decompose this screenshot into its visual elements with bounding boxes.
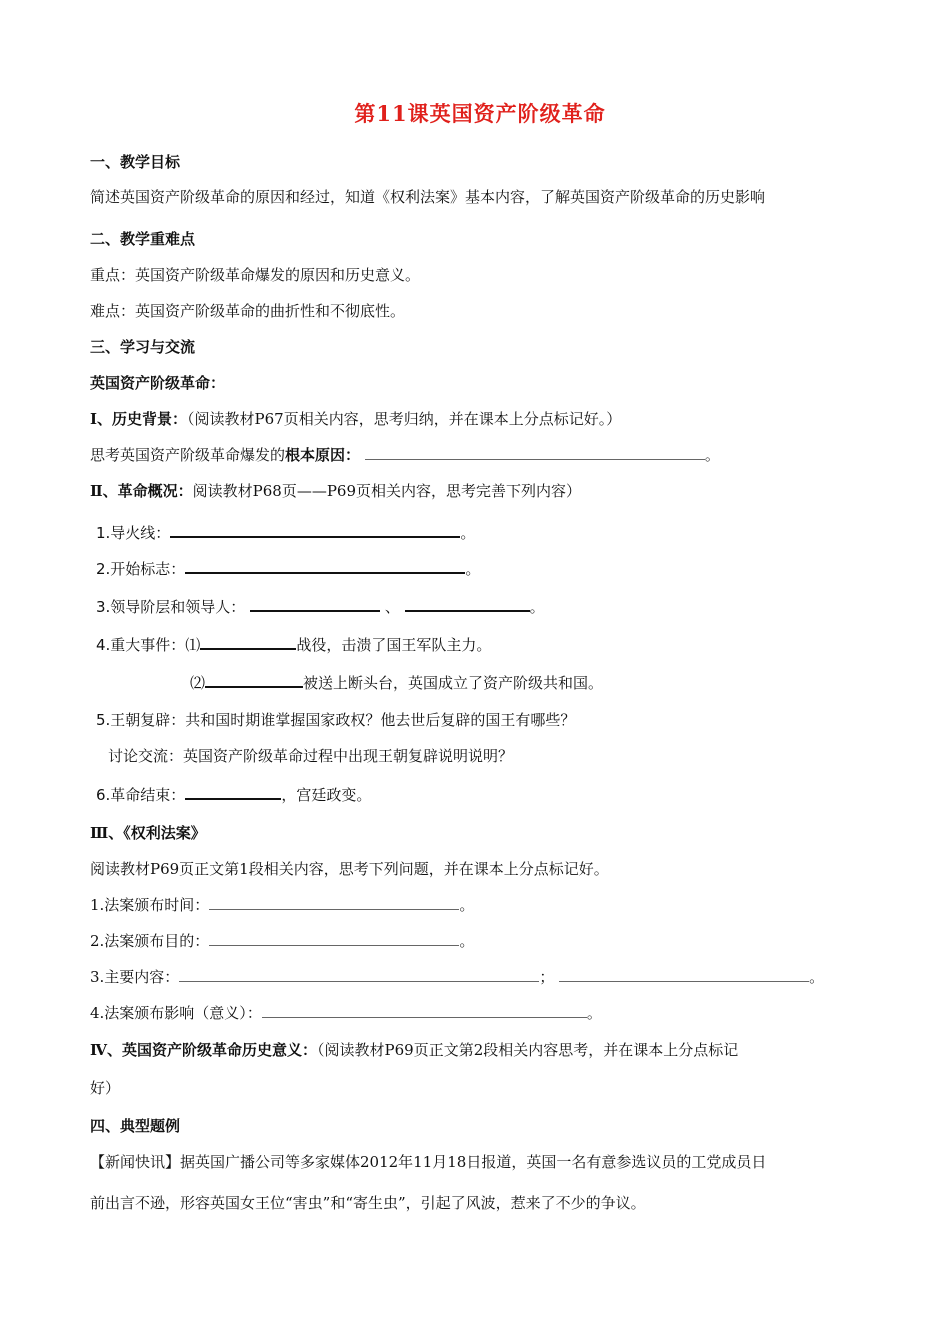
bill-impact-label: 4.法案颁布影响（意义）： (90, 1004, 262, 1022)
news-text-line-1: 【新闻快讯】据英国广播公司等多家媒体2012年11月18日报道，英国一名有意参选议员的工党成员日 (90, 1153, 767, 1171)
item-end-row (96, 784, 371, 805)
overview-instruction: 阅读教材P68页——P69页相关内容，思考完善下列内容） (192, 482, 582, 500)
item-end-label: 6.革命结束： (96, 786, 186, 804)
bill-of-rights-heading: Ⅲ、《权利法案》 (90, 824, 206, 842)
item-start-label: 2.开始标志： (96, 560, 186, 578)
item-events-blank-2[interactable] (205, 672, 303, 688)
overview-heading: Ⅱ、革命概况： (90, 482, 193, 500)
item-leaders-blank-1[interactable] (250, 596, 380, 612)
section-teaching-goals-heading: 一、教学目标 (90, 153, 181, 171)
item-restoration: 5.王朝复辟：共和国时期谁掌握国家政权？他去世后复辟的国王有哪些？ (96, 711, 576, 729)
background-instruction: （阅读教材P67页相关内容，思考归纳，并在课本上分点标记好。） (187, 410, 622, 428)
section-key-points-heading: 二、教学重难点 (90, 230, 196, 248)
bill-content-row (90, 967, 824, 987)
bill-time-label: 1.法案颁布时间： (90, 896, 210, 914)
item-fuse-row (96, 522, 475, 543)
item-end-text: ，宫廷政变。 (281, 786, 372, 804)
item-start-end: 。 (465, 560, 481, 578)
overview-row (90, 481, 581, 501)
item-events-label-2: ⑵ (190, 674, 206, 692)
significance-heading: Ⅳ、英国资产阶级革命历史意义： (90, 1041, 318, 1059)
item-events-text-1: 战役，击溃了国王军队主力。 (296, 636, 492, 654)
item-leaders-row (96, 596, 545, 617)
item-fuse-label: 1.导火线： (96, 524, 171, 542)
item-start-blank[interactable] (185, 558, 465, 574)
root-cause-end: 。 (704, 446, 720, 464)
root-cause-blank[interactable] (365, 445, 705, 460)
bill-impact-row (90, 1003, 602, 1023)
item-start-row (96, 558, 480, 579)
teaching-goals-text: 简述英国资产阶级革命的原因和经过，知道《权利法案》基本内容，了解英国资产阶级革命的历史影响 (90, 188, 766, 206)
bill-content-blank-2[interactable] (559, 967, 809, 982)
bill-impact-end: 。 (586, 1004, 602, 1022)
bill-purpose-label: 2.法案颁布目的： (90, 932, 210, 950)
bill-purpose-row (90, 931, 474, 951)
background-heading: Ⅰ、历史背景： (90, 410, 188, 428)
significance-instruction-a: （阅读教材P69页正 (317, 1041, 444, 1059)
background-row (90, 409, 621, 429)
item-events-row-2 (190, 672, 603, 693)
difficult-point-text: 难点：英国资产阶级革命的曲折性和不彻底性。 (90, 302, 406, 320)
item-fuse-end: 。 (460, 524, 476, 542)
significance-instruction-b: 文第2段相关内容思考，并在课本上分点标记 (443, 1041, 739, 1059)
item-leaders-blank-2[interactable] (405, 596, 530, 612)
item-fuse-blank[interactable] (170, 522, 460, 538)
key-point-text: 重点：英国资产阶级革命爆发的原因和历史意义。 (90, 266, 421, 284)
item-discussion: 讨论交流：英国资产阶级革命过程中出现王朝复辟说明说明？ (108, 747, 514, 765)
bill-content-end: 。 (809, 968, 825, 986)
bill-content-sep: ； (539, 968, 555, 986)
bill-content-label: 3.主要内容： (90, 968, 180, 986)
root-cause-row (90, 445, 720, 465)
root-cause-label: 根本原因： (285, 446, 361, 464)
bill-time-blank[interactable] (209, 895, 459, 910)
bill-content-blank-1[interactable] (179, 967, 539, 982)
item-leaders-sep: 、 (384, 598, 400, 616)
bill-time-end: 。 (459, 896, 475, 914)
bill-time-row (90, 895, 474, 915)
item-events-label: 4.重大事件：⑴ (96, 636, 201, 654)
page-title: 第11课英国资产阶级革命 (354, 101, 606, 126)
item-events-blank-1[interactable] (200, 634, 296, 650)
news-text-line-2: 前出言不逊，形容英国女王位“害虫”和“寄生虫”，引起了风波，惹来了不少的争议。 (90, 1194, 646, 1212)
item-leaders-end: 。 (529, 598, 545, 616)
bill-purpose-end: 。 (459, 932, 475, 950)
study-subheading: 英国资产阶级革命： (90, 374, 226, 392)
item-end-blank[interactable] (185, 784, 281, 800)
root-cause-question: 思考英国资产阶级革命爆发的 (90, 446, 286, 464)
bill-impact-blank[interactable] (262, 1003, 587, 1018)
section-study-heading: 三、学习与交流 (90, 338, 196, 356)
section-examples-heading: 四、典型题例 (90, 1117, 181, 1135)
item-leaders-label: 3.领导阶层和领导人： (96, 598, 246, 616)
item-events-row (96, 634, 491, 655)
item-events-text-2: 被送上断头台，英国成立了资产阶级共和国。 (303, 674, 604, 692)
bill-purpose-blank[interactable] (209, 931, 459, 946)
significance-instruction-c: 好） (90, 1079, 121, 1097)
bill-of-rights-instruction: 阅读教材P69页正文第1段相关内容，思考下列问题，并在课本上分点标记好。 (90, 860, 609, 878)
significance-row (90, 1040, 738, 1060)
